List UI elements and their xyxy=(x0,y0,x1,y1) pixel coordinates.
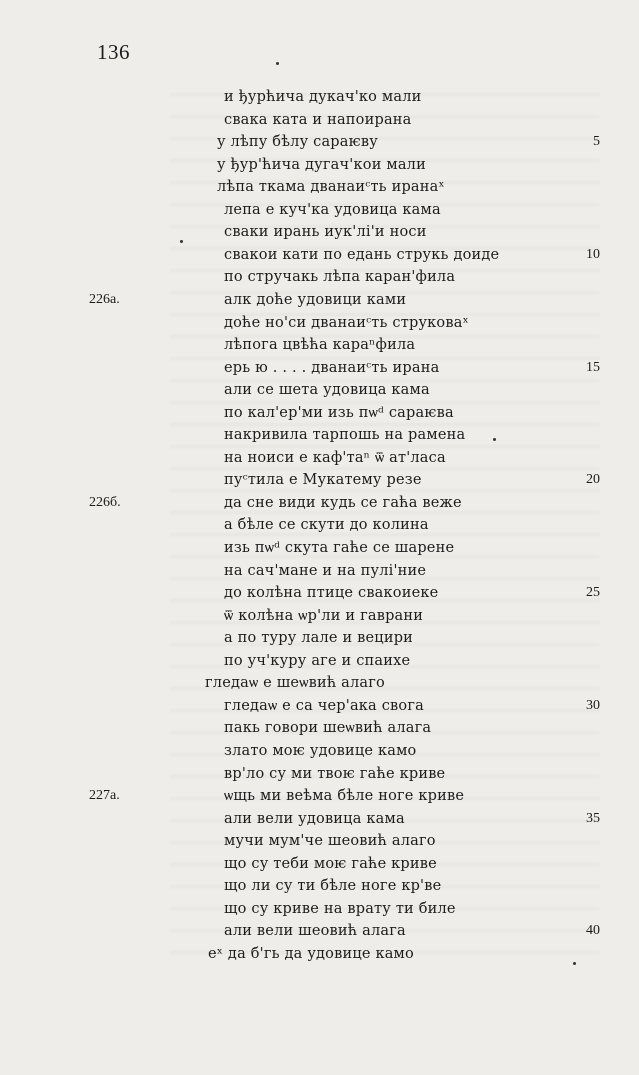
verse-line xyxy=(0,898,639,920)
verse-line xyxy=(0,537,639,559)
verse-text: на нoиси е каф'таⁿ ѿ ат'ласа xyxy=(224,449,446,466)
verse-line xyxy=(0,650,639,672)
line-number: 5 xyxy=(593,134,600,150)
verse-line xyxy=(0,424,639,446)
verse-text: у ђур'ћича дугач'кои мали xyxy=(217,156,426,173)
line-number: 25 xyxy=(586,585,600,601)
verse-line xyxy=(0,176,639,198)
verse-line xyxy=(0,627,639,649)
verse-line xyxy=(0,605,639,627)
verse-text: що су теби моѥ гаће криве xyxy=(224,855,437,872)
verse-line xyxy=(0,830,639,852)
verse-text: ерь ю . . . . дванаиᶜть ирана xyxy=(224,359,440,376)
line-number: 20 xyxy=(586,472,600,488)
verse-text: пуᶜтила е Мукатему резе xyxy=(224,472,422,489)
verse-text: еˣ да б'гь да удовице камо xyxy=(208,945,414,962)
verse-text: по уч'куру аге и спаихе xyxy=(224,652,411,669)
verse-line xyxy=(0,357,639,379)
verse-line xyxy=(0,492,639,514)
verse-text: вр'ло су ми твоѥ гаће криве xyxy=(224,765,446,782)
verse-text: мучи мум'че шеовић алаго xyxy=(224,833,436,850)
verse-text: пакь говори шеѡвић алага xyxy=(224,720,432,737)
verse-text: гледаѡ е са чер'ака свога xyxy=(224,697,424,714)
verse-text: що ли су ти бѣле ноге кр'ве xyxy=(224,878,442,895)
verse-text: али вели удовица кама xyxy=(224,810,405,827)
verse-text: ѡщь ми веѣма бѣле ноге криве xyxy=(224,788,465,805)
folio-marker: 226а. xyxy=(89,291,120,307)
line-number: 10 xyxy=(586,246,600,262)
verse-line xyxy=(0,853,639,875)
verse-line xyxy=(0,740,639,762)
verse-text: али се шета удовица кама xyxy=(224,382,430,399)
verse-line xyxy=(0,560,639,582)
folio-marker: 226б. xyxy=(89,494,121,510)
verse-line xyxy=(0,86,639,108)
verse-line xyxy=(0,763,639,785)
verse-line xyxy=(0,266,639,288)
verse-line xyxy=(0,244,639,266)
verse-line xyxy=(0,582,639,604)
verse-line xyxy=(0,514,639,536)
verse-text: гледаѡ е шеѡвић алаго xyxy=(205,675,385,692)
verse-text: да сне види кудь се гаћа веже xyxy=(224,494,462,511)
verse-text: а бѣле се скути до колина xyxy=(224,517,429,534)
verse-text: али вели шеовић алага xyxy=(224,923,406,940)
verse-text: алк доће удовици ками xyxy=(224,291,407,308)
verse-text: доће но'си дванаиᶜть струковаˣ xyxy=(224,314,469,331)
verse-text: изь пѡᵈ скута гаће се шарене xyxy=(224,540,455,556)
line-number: 35 xyxy=(586,810,600,826)
verse-text: свака ката и напоирана xyxy=(224,111,412,128)
verse-text: до колѣна птице свакоиеке xyxy=(224,585,439,602)
verse-text: а по туру лале и вецири xyxy=(224,630,414,647)
folio-marker: 227а. xyxy=(89,788,120,804)
verse-line xyxy=(0,447,639,469)
verse-line xyxy=(0,221,639,243)
verse-line xyxy=(0,289,639,311)
verse-text: у лѣпу бѣлу сараѥву xyxy=(217,134,379,151)
verse-text: по кал'ер'ми изь пѡᵈ сараѥва xyxy=(224,404,454,421)
verse-line xyxy=(0,785,639,807)
verse-line xyxy=(0,109,639,131)
verse-line xyxy=(0,154,639,176)
verse-text: и ђурћича дукач'ко мали xyxy=(224,89,422,105)
verse-line xyxy=(0,672,639,694)
verse-text: сваки ирань иук'лі'и носи xyxy=(224,224,427,241)
page-number: 136 xyxy=(97,40,130,64)
verse-text: свакои кати по едань струкь доиде xyxy=(224,246,500,263)
line-number: 15 xyxy=(586,359,600,375)
verse-line xyxy=(0,920,639,942)
verse-line xyxy=(0,199,639,221)
verse-line xyxy=(0,312,639,334)
verse-line xyxy=(0,469,639,491)
verse-text: ѿ колѣна ѡр'ли и гаврани xyxy=(224,607,424,624)
verse-line xyxy=(0,875,639,897)
verse-text: на сач'мане и на пулі'ние xyxy=(224,562,427,579)
verse-text: лѣпога цвѣћа караⁿфила xyxy=(224,337,416,354)
verse-text: злато моѥ удовице камо xyxy=(224,742,417,759)
ink-speck xyxy=(573,962,576,965)
verse-text: по стручакь лѣпа каран'фила xyxy=(224,269,456,286)
verse-line xyxy=(0,334,639,356)
verse-text: лепа е куч'ка удовица кама xyxy=(224,201,441,218)
line-number: 30 xyxy=(586,697,600,713)
verse-text: лѣпа ткама дванаиᶜть иранаˣ xyxy=(217,179,445,196)
verse-text: накривила тарпошь на рамена xyxy=(224,427,466,444)
verse-line xyxy=(0,808,639,830)
verse-line xyxy=(0,717,639,739)
ink-speck xyxy=(180,240,183,243)
verse-line xyxy=(0,131,639,153)
ink-speck xyxy=(276,62,279,65)
ink-speck xyxy=(493,438,496,441)
verse-line xyxy=(0,402,639,424)
verse-text: що су криве на врату ти биле xyxy=(224,900,456,917)
verse-line xyxy=(0,695,639,717)
line-number: 40 xyxy=(586,923,600,939)
verse-line xyxy=(0,943,639,965)
verse-line xyxy=(0,379,639,401)
